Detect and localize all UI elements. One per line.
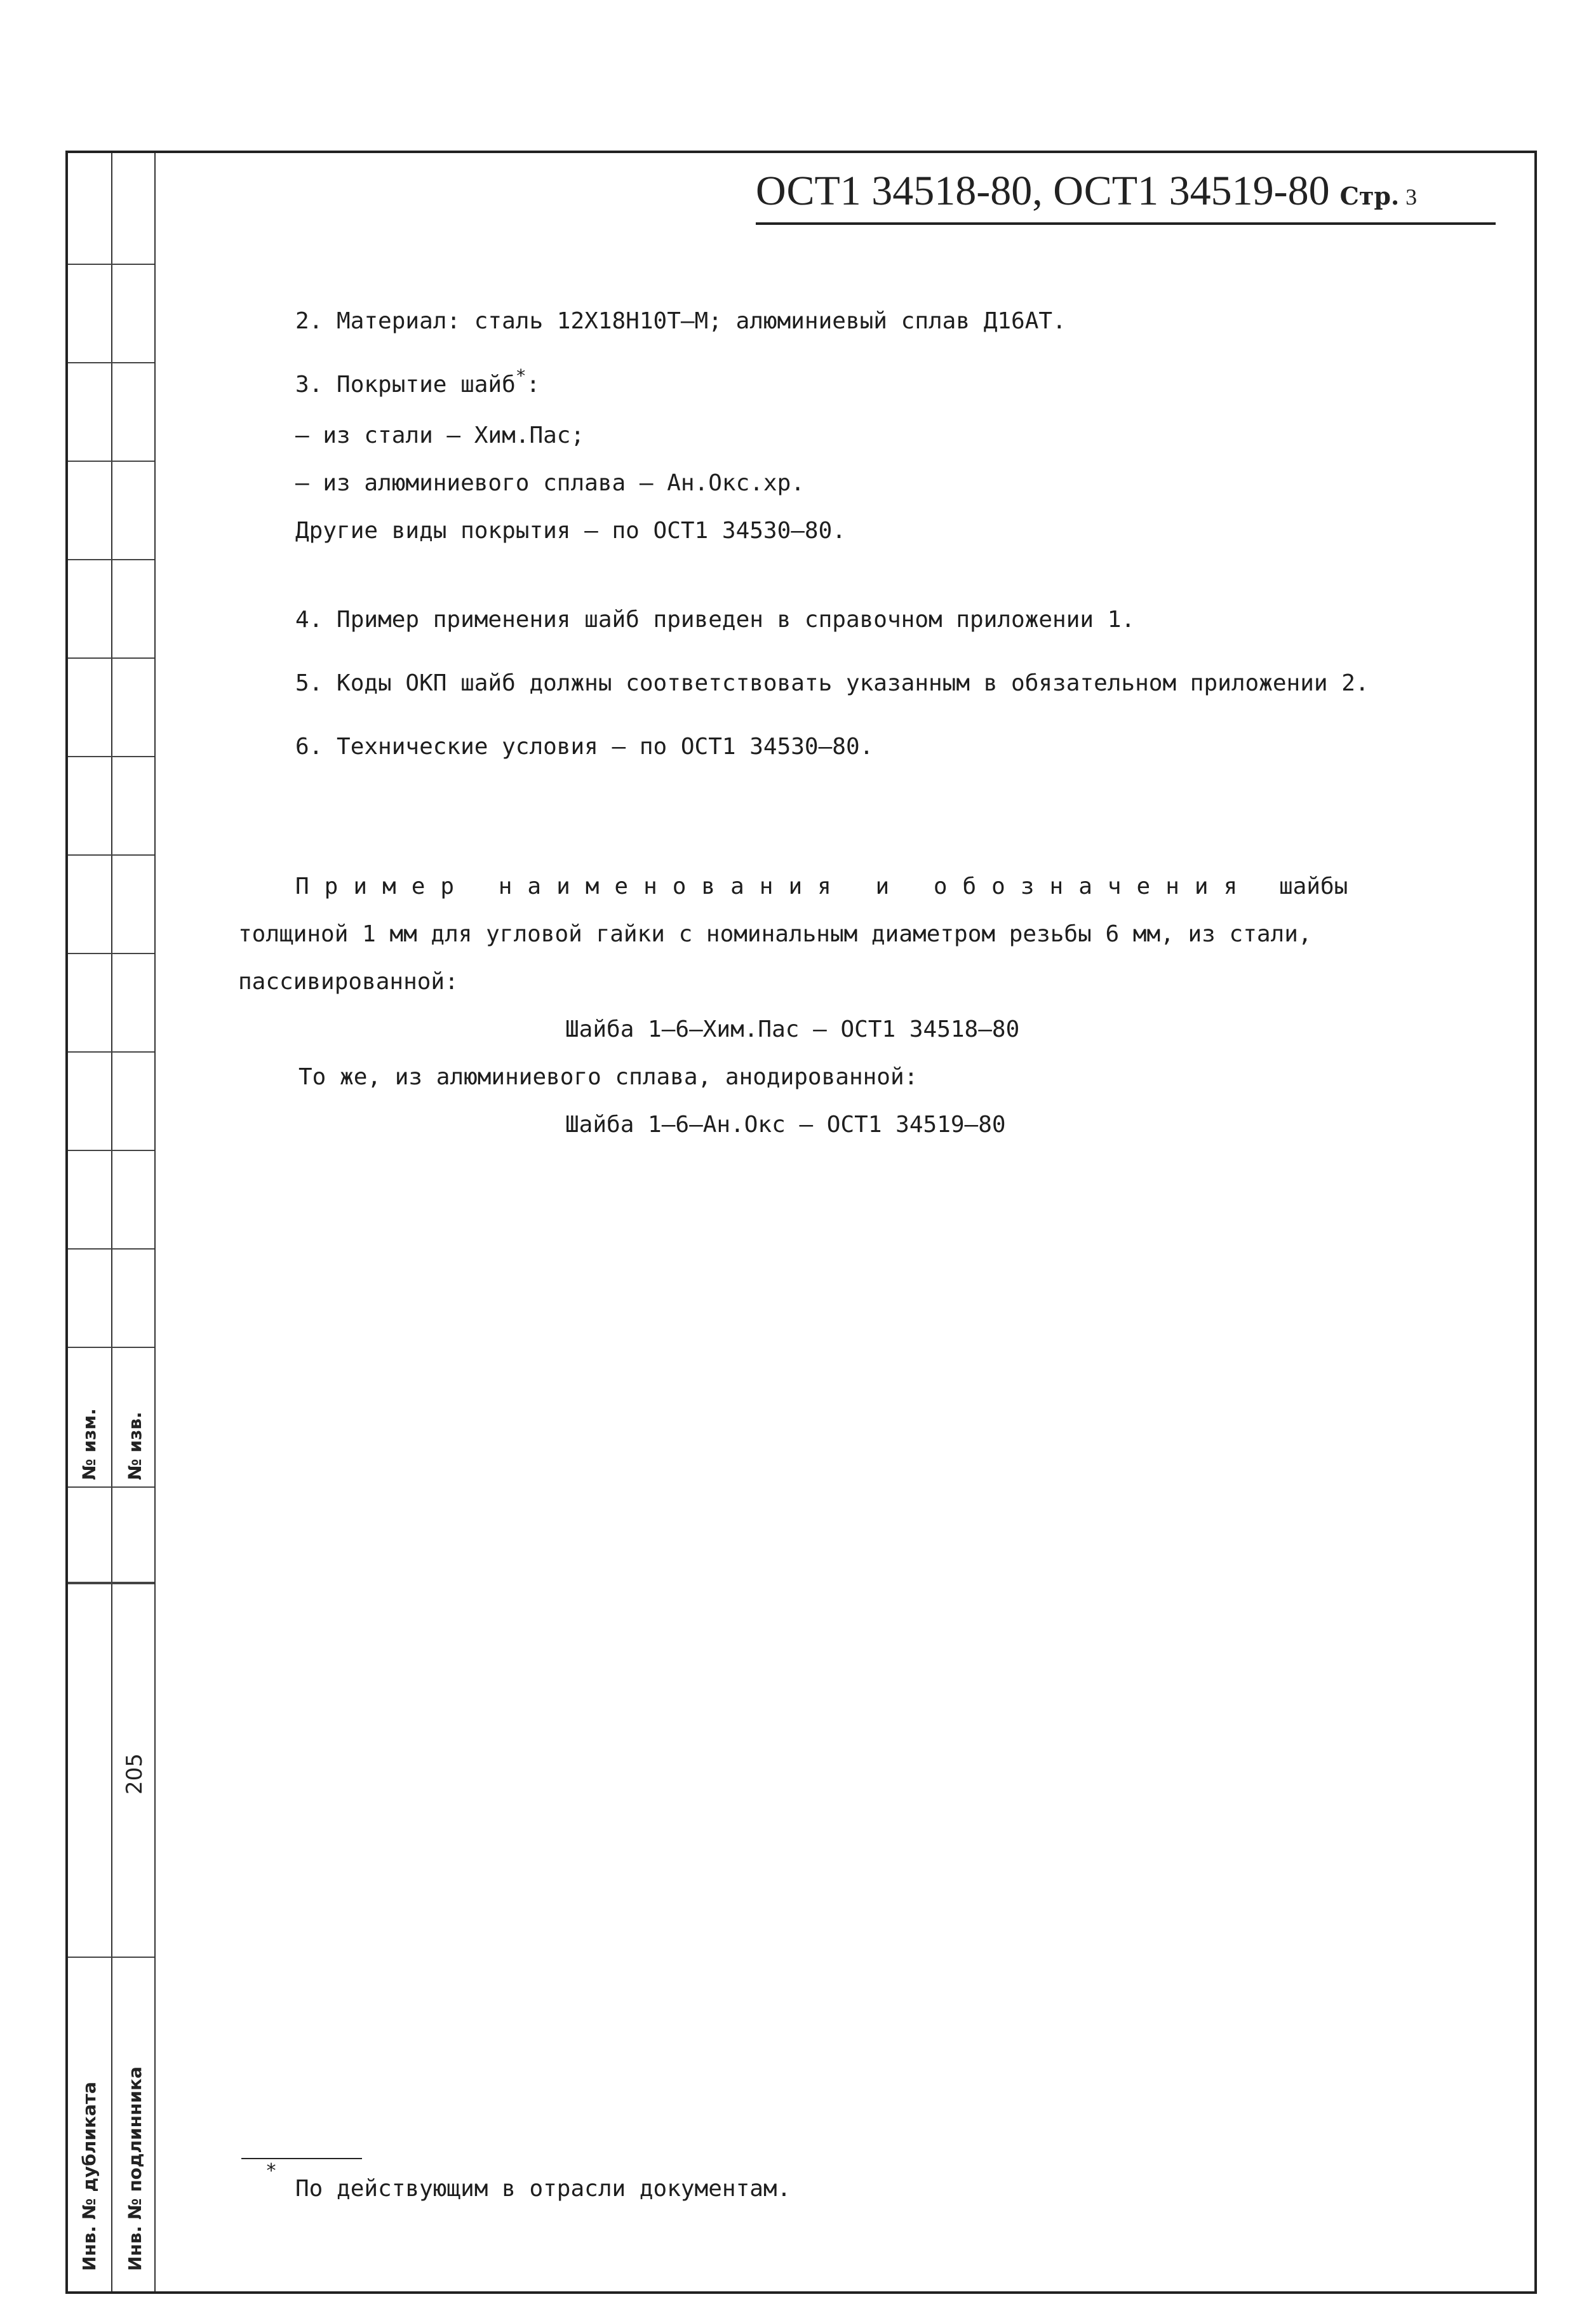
sidebar-number: 205 (122, 1753, 147, 1795)
footnote-marker: * (515, 365, 526, 386)
example-heading (295, 873, 1348, 900)
item-coating-colon: : (526, 372, 540, 398)
standard-code: ОСТ1 34518-80, ОСТ1 34519-80 (756, 168, 1330, 214)
example-designation-1: Шайба 1–6–Хим.Пас – ОСТ1 34518–80 (565, 1016, 1020, 1042)
example-line-2: толщиной 1 мм для угловой гайки с номинальным диаметром резьбы 6 мм, из стали, (238, 921, 1312, 947)
example-line-3: пассивированной: (238, 969, 459, 995)
page-label: Стр. (1339, 182, 1400, 210)
footnote-text: По действующим в отрасли документам. (295, 2176, 791, 2202)
sidebar-change-no-1: № изм. (79, 1408, 100, 1480)
coating-steel: – из стали – Хим.Пас; (295, 422, 585, 448)
example-heading-spaced: Пример наименования и обозначения (295, 873, 1253, 900)
item-coating (295, 365, 540, 398)
item-coating-text: 3. Покрытие шайб (295, 372, 516, 398)
document-header (756, 167, 1417, 215)
item-technical-conditions: 6. Технические условия – по ОСТ1 34530–80. (295, 734, 874, 760)
footnote-rule (241, 2158, 362, 2159)
example-heading-tail: шайбы (1278, 873, 1348, 900)
item-okp-codes: 5. Коды ОКП шайб должны соответствовать указанным в обязательном приложении 2. (295, 670, 1369, 696)
header-underline (756, 222, 1496, 225)
footnote-asterisk: * (265, 2160, 278, 2182)
sidebar-duplicate-inventory: Инв. № дубликата (79, 2082, 100, 2271)
sidebar-change-no-2: № изв. (124, 1412, 145, 1480)
sidebar-original-inventory: Инв. № подлинника (124, 2066, 145, 2271)
item-material: 2. Материал: сталь 12Х18Н10Т–М; алюминиевый сплав Д16АТ. (295, 308, 1066, 334)
coating-aluminium: – из алюминиевого сплава – Ан.Окс.хр. (295, 470, 805, 496)
item-application-example: 4. Пример применения шайб приведен в справочном приложении 1. (295, 607, 1136, 633)
example-same-aluminium: То же, из алюминиевого сплава, анодированной: (298, 1064, 918, 1090)
coating-other: Другие виды покрытия – по ОСТ1 34530–80. (295, 518, 846, 544)
example-designation-2: Шайба 1–6–Ан.Окс – ОСТ1 34519–80 (565, 1112, 1006, 1138)
page-number: 3 (1405, 184, 1418, 210)
